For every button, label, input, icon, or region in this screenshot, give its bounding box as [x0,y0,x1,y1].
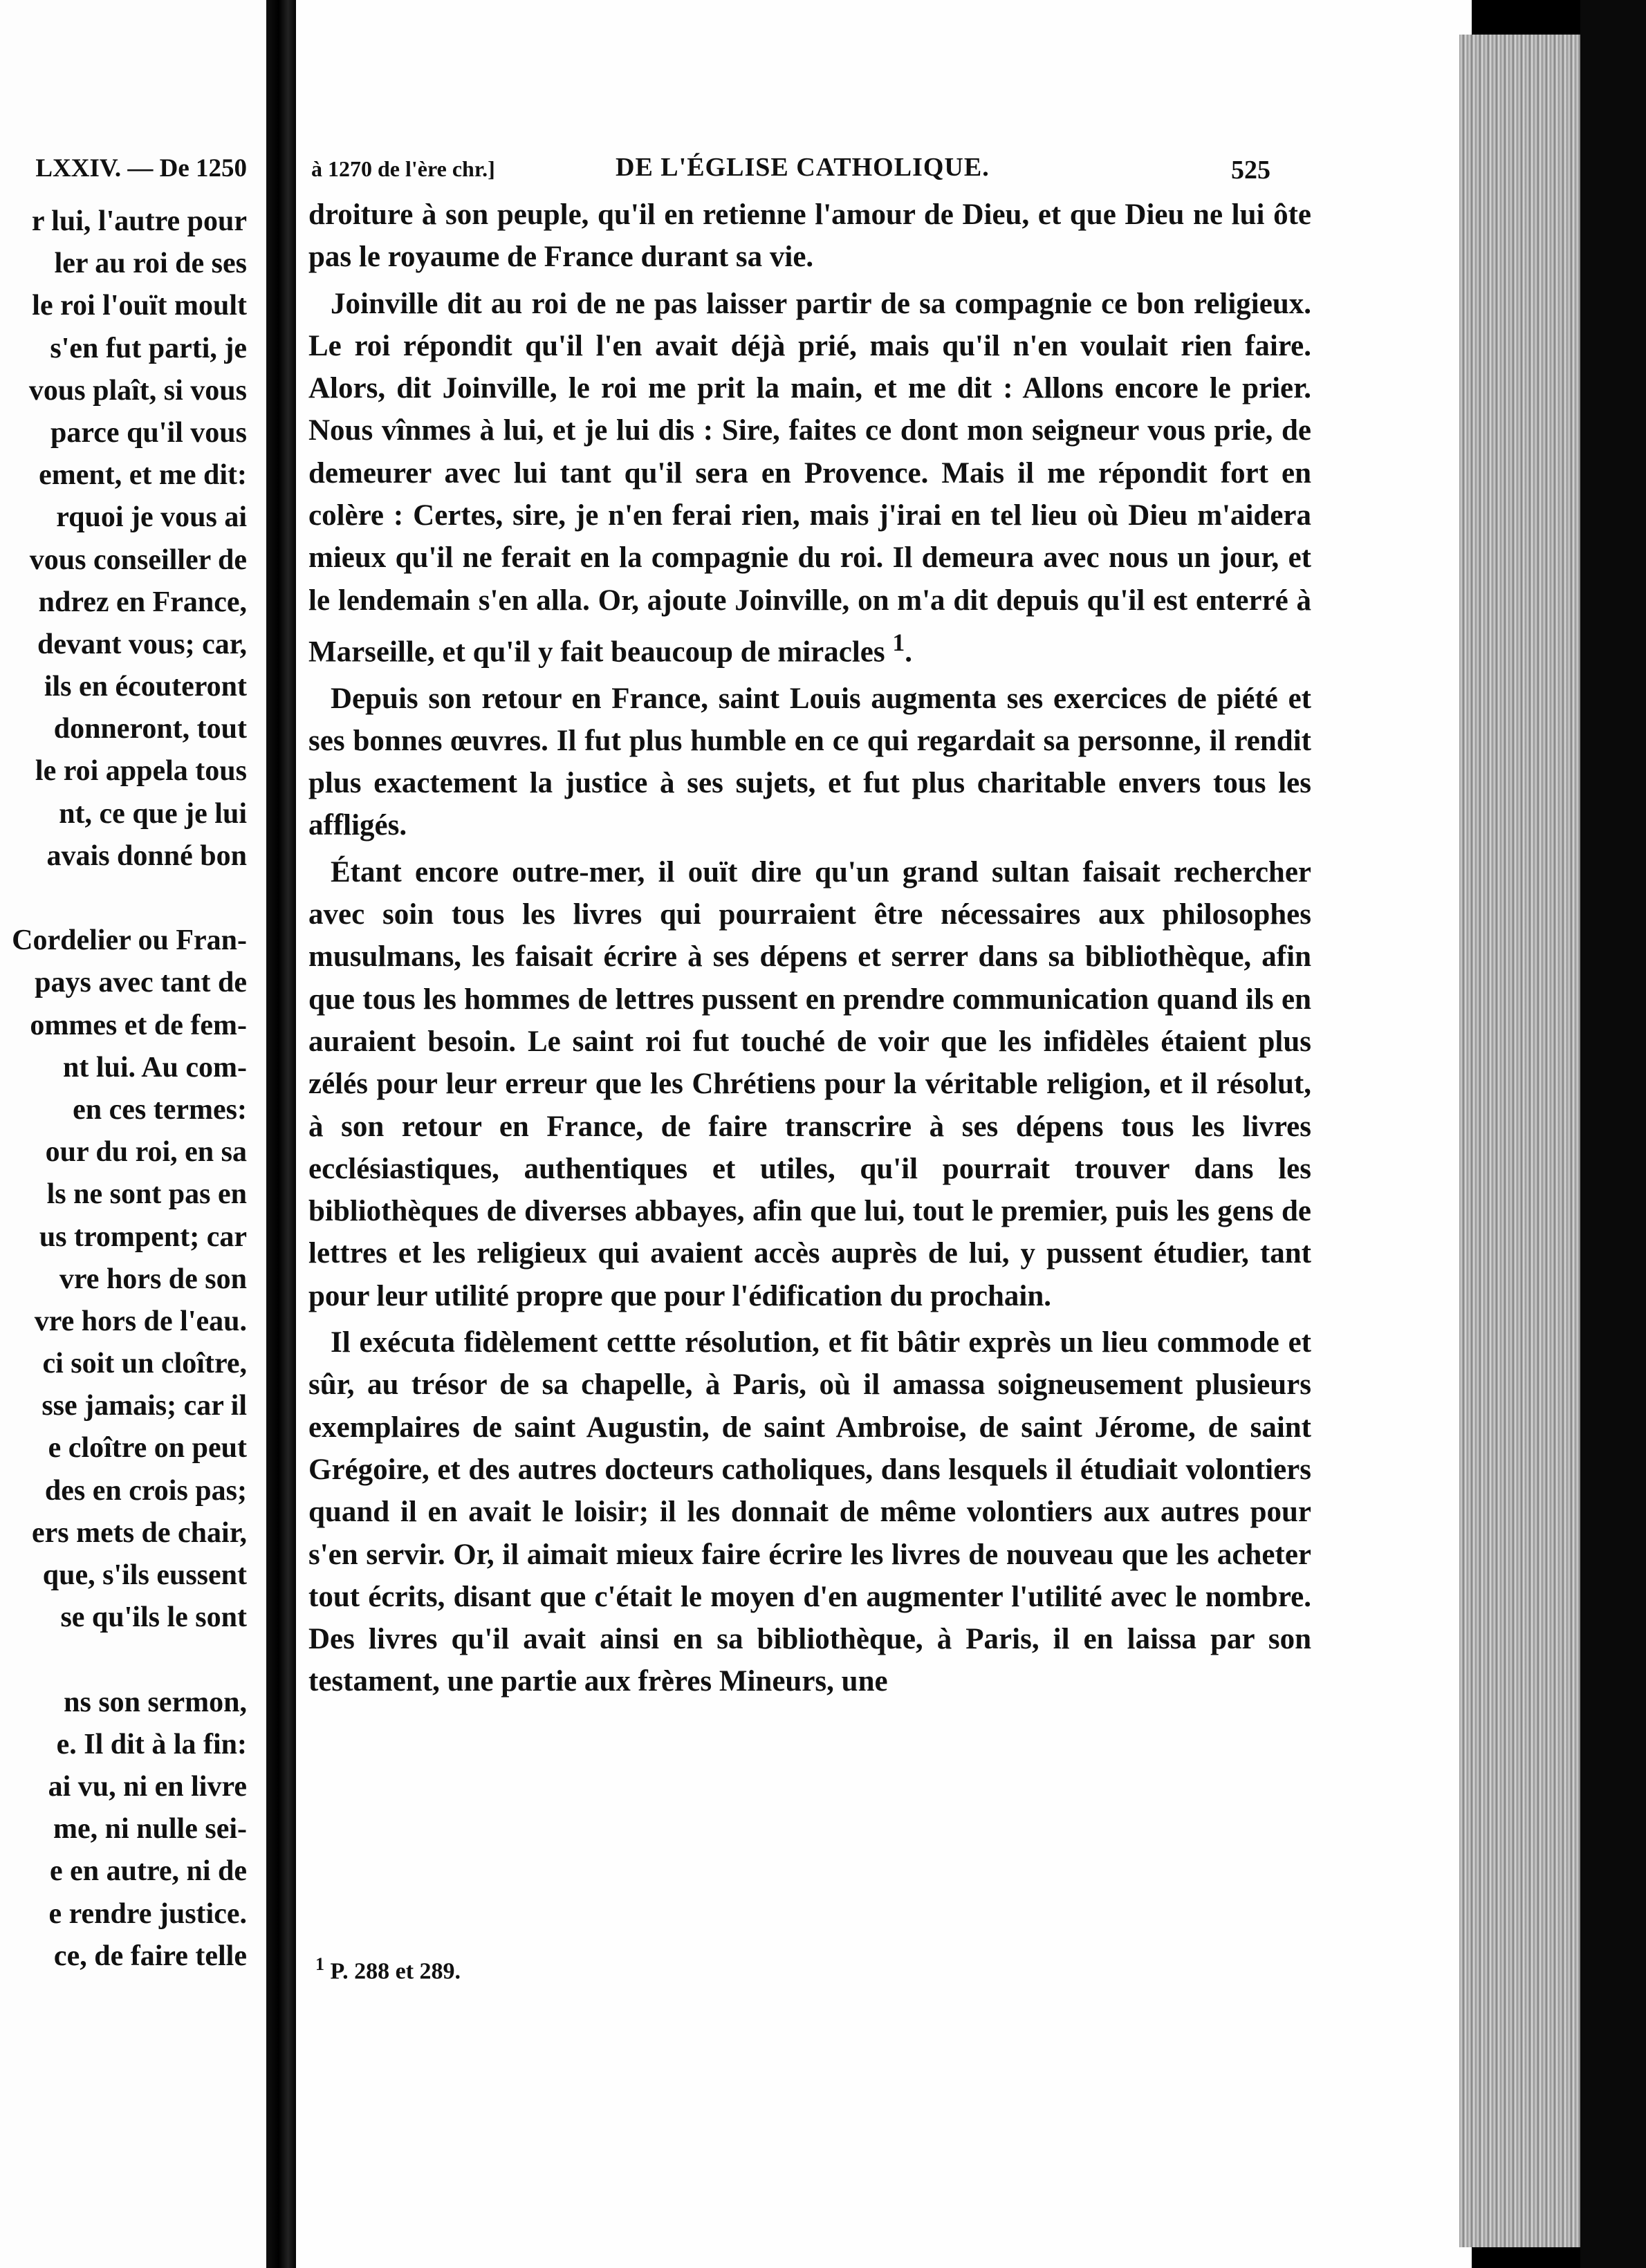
body-text [308,194,1311,1707]
book-gutter [266,0,297,2268]
left-page-header: LXXIV. — De 1250 [35,154,247,183]
left-page-line: se qu'ils le sont [60,1601,247,1634]
left-page-line: pays avec tant de [35,967,247,999]
left-page-line: ls ne sont pas en [46,1178,247,1211]
left-page-line: ler au roi de ses [54,248,247,280]
left-page-line: ci soit un cloître, [42,1348,247,1380]
page-edges [1459,35,1580,2247]
left-page-line: sse jamais; car il [41,1390,247,1422]
left-page-line: que, s'ils eussent [42,1559,247,1591]
left-page-line: parce qu'il vous [50,416,247,449]
left-page-line: ommes et de fem- [30,1009,247,1041]
left-page-line: s'en fut parti, je [50,332,247,364]
left-page-line: ils en écouteront [44,671,247,703]
paragraph: Étant encore outre-mer, il ouït dire qu'un grand sultan faisait rechercher avec soin tous les livres qui pourraient être nécessaires aux philosophes musulmans, les faisait écrire à ses dépens et serrer dans sa bibliothèque, afin que tous les hommes de lettres pussent en prendre communication quand ils en auraient besoin. Le saint roi fut touché de voir que les infidèles étaient plus zélés pour leur erreur que les Chrétiens pour la véritable religion, et il résolut, à son retour en France, de faire transcrire à ses dépens tous les livres ecclésiastiques, authentiques et utiles, qu'il pourrait trouver dans les bibliothèques de diverses abbayes, afin que lui, tout le premier, puis les gens de lettres et les religieux qui avaient accès auprès de lui, y pussent étudier, tant pour leur utilité propre que pour l'édification du prochain. [308,855,1311,1312]
left-page-line: e rendre justice. [48,1897,247,1930]
left-page-line: our du roi, en sa [45,1136,247,1169]
left-page-line: des en crois pas; [44,1474,247,1507]
edge-shadow [1580,0,1646,2268]
left-page-line: ers mets de chair, [31,1516,247,1549]
left-page-line: vous conseiller de [29,543,247,576]
left-page-line: e cloître on peut [48,1432,247,1465]
left-page-line: devant vous; car, [37,628,247,660]
left-page-line: rquoi je vous ai [56,501,247,534]
left-page [0,0,266,2268]
footnote-mark: 1 [315,1954,324,1974]
left-page-line: en ces termes: [73,1093,247,1126]
page-number: 525 [1231,156,1270,185]
left-page-line: e. Il dit à la fin: [56,1728,247,1760]
paragraph: Il exécuta fidèlement cettte résolution, et fit bâtir exprès un lieu commode et sûr, au trésor de sa chapelle, à Paris, où il amassa soigneusement plusieurs exemplaires de saint Augustin, de saint Ambroise, de saint Jérome, de saint Grégoire, et des autres docteurs catholiques, dans lesquels il étudiait volontiers quand il en avait le loisir; il les donnait de même volontiers aux autres pour s'en servir. Or, il aimait mieux faire écrire les livres de nouveau que les acheter tout écrits, disant que c'était le moyen d'en augmenter l'utilité avec le nombre. Des livres qu'il avait ainsi en sa bibliothèque, à Paris, il en laissa par son testament, une partie aux frères Mineurs, une [308,1326,1311,1698]
left-page-line: avais donné bon [46,839,247,872]
left-page-line: nt lui. Au com- [62,1051,247,1084]
left-page-line: us trompent; car [39,1220,247,1253]
paragraph: Joinville dit au roi de ne pas laisser partir de sa compagnie ce bon religieux. Le roi répondit qu'il l'en avait déjà prié, mais qu'il n'en voulait rien faire. Alors, dit Joinville, le roi me prit la main, et me dit : Allons encore le prier. Nous vînmes à lui, et je lui dis : Sire, faites ce dont mon seigneur vous prie, de demeurer avec lui tant qu'il sera en Provence. Mais il me répondit fort en colère : Certes, sire, je n'en ferai rien, mais j'irai en tel lieu où Dieu m'aidera mieux qu'il ne ferait en la compagnie du roi. Il demeura avec nous un jour, et le lendemain s'en alla. Or, ajoute Joinville, on m'a dit depuis qu'il est enterré à Marseille, et qu'il y fait beaucoup de miracles $^1$. [308,287,1311,669]
left-page-line [0,1639,247,1681]
left-page-line: e en autre, ni de [49,1855,247,1888]
left-page-text [0,201,247,1978]
left-page-line: ndrez en France, [38,586,247,618]
left-page-line: nt, ce que je lui [59,797,247,830]
paragraph: droiture à son peuple, qu'il en retienne l'amour de Dieu, et que Dieu ne lui ôte pas le royaume de France durant sa vie. [308,198,1311,274]
footnote-reference: 1 [892,628,905,656]
paragraph: Depuis son retour en France, saint Louis augmenta ses exercices de piété et ses bonnes œuvres. Il fut plus humble en ce qui regardait sa personne, il rendit plus exactement la justice à ses sujets, et fut plus charitable envers tous les affligés. [308,682,1311,842]
left-page-line: donneront, tout [53,713,247,745]
left-page-line: ai vu, ni en livre [48,1770,247,1803]
running-head-title: DE L'ÉGLISE CATHOLIQUE. [616,153,990,182]
left-page-line: me, ni nulle sei- [53,1813,247,1846]
left-page-line: vre hors de l'eau. [34,1305,247,1337]
left-page-line: vous plaît, si vous [28,374,247,407]
left-page-line: ement, et me dit: [39,459,247,492]
left-page-line: vre hors de son [59,1263,247,1295]
left-page-line: Cordelier ou Fran- [12,924,247,957]
right-page [296,0,1472,2268]
left-page-line: ns son sermon, [64,1686,247,1718]
left-page-line: le roi l'ouït moult [32,290,247,322]
left-page-line: ce, de faire telle [53,1940,247,1972]
paragraph-text: Joinville dit au roi de ne pas laisser partir de sa compagnie ce bon religieux. Le roi répondit qu'il l'en avait déjà prié, mais qu'il n'en voulait rien faire. Alors, dit Joinville, le roi me prit la main, et me dit : Allons encore le prier. Nous vînmes à lui, et je lui dis : Sire, faites ce dont mon seigneur vous prie, de demeurer avec lui tant qu'il sera en Provence. Mais il me répondit fort en colère : Certes, sire, je n'en ferai rien, mais j'irai en tel lieu où Dieu m'aidera mieux qu'il ne ferait en la compagnie du roi. Il demeura avec nous un jour, et le lendemain s'en alla. Or, ajoute Joinville, on m'a dit depuis qu'il est enterré à Marseille, et qu'il y fait beaucoup de miracles [308,287,1311,669]
footnote-text: P. 288 et 289. [330,1958,461,1984]
left-page-line [0,877,247,920]
left-page-line: r lui, l'autre pour [31,205,247,237]
footnote [315,1954,461,1984]
running-head-date-range: à 1270 de l'ère chr.] [311,156,495,181]
left-page-line: le roi appela tous [35,755,247,788]
